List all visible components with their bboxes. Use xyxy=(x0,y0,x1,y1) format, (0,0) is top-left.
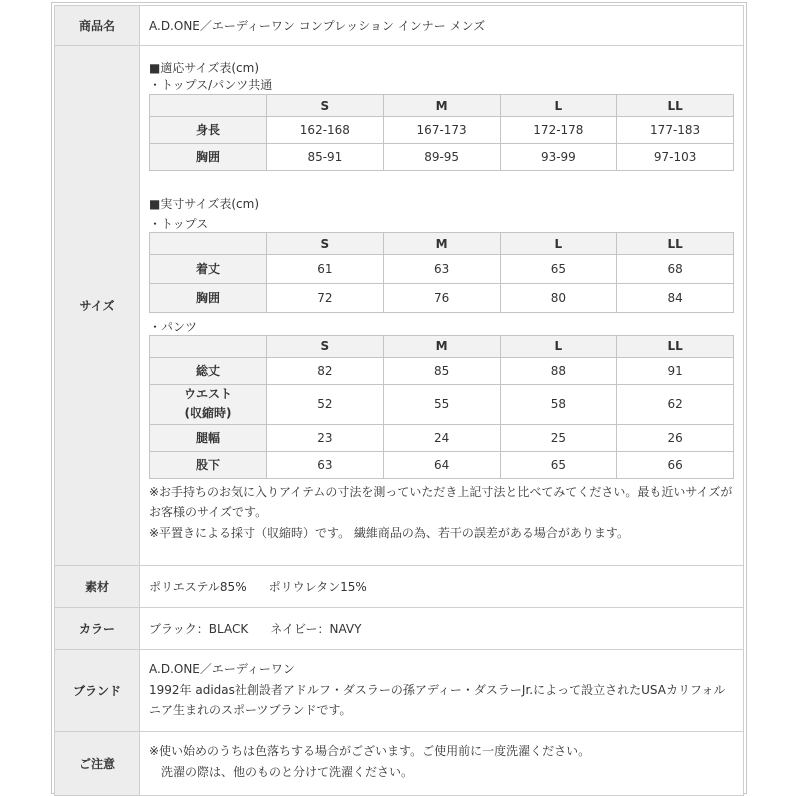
row-label-thigh: 腿幅 xyxy=(150,424,267,451)
size-col-ll: LL xyxy=(617,233,734,255)
size-col-ll: LL xyxy=(617,95,734,117)
table-row xyxy=(150,357,734,384)
table-cell: 84 xyxy=(617,284,734,313)
size-label: サイズ xyxy=(55,46,140,566)
table-cell: 162-168 xyxy=(267,117,384,144)
table-cell: 93-99 xyxy=(500,144,617,171)
table-cell: 82 xyxy=(267,357,384,384)
table-cell: 55 xyxy=(383,384,500,424)
color-navy: ネイビー：NAVY xyxy=(270,622,362,636)
table-row xyxy=(150,424,734,451)
table-cell: 52 xyxy=(267,384,384,424)
row-label-chest: 胸囲 xyxy=(150,144,267,171)
table-cell: 25 xyxy=(500,424,617,451)
fit-size-header-row xyxy=(150,95,734,117)
table-row xyxy=(150,284,734,313)
table-cell: 172-178 xyxy=(500,117,617,144)
size-col-m: M xyxy=(383,95,500,117)
table-cell: 76 xyxy=(383,284,500,313)
size-col-s: S xyxy=(267,95,384,117)
size-col-s: S xyxy=(267,335,384,357)
table-cell: 85-91 xyxy=(267,144,384,171)
size-col-ll: LL xyxy=(617,335,734,357)
table-row xyxy=(150,117,734,144)
table-cell: 26 xyxy=(617,424,734,451)
table-cell: 97-103 xyxy=(617,144,734,171)
tops-header-row xyxy=(150,233,734,255)
table-cell: 68 xyxy=(617,255,734,284)
table-cell: 62 xyxy=(617,384,734,424)
size-col-m: M xyxy=(383,233,500,255)
color-cell xyxy=(140,608,744,650)
table-cell: 58 xyxy=(500,384,617,424)
table-cell: 167-173 xyxy=(383,117,500,144)
row-label-inseam: 股下 xyxy=(150,451,267,478)
material-polyester: ポリエステル85% xyxy=(149,580,247,594)
row-caution xyxy=(55,732,744,796)
actual-size-title: ■実寸サイズ表(cm) xyxy=(149,197,260,211)
row-size xyxy=(55,46,744,566)
fit-size-subtitle: ・トップス/パンツ共通 xyxy=(149,77,273,92)
brand-name: A.D.ONE／エーディーワン xyxy=(149,662,295,676)
size-col-l: L xyxy=(500,233,617,255)
table-row xyxy=(150,384,734,424)
table-cell: 23 xyxy=(267,424,384,451)
material-cell xyxy=(140,566,744,608)
waist-label: ウエスト xyxy=(183,387,232,401)
table-cell: 72 xyxy=(267,284,384,313)
table-cell: 91 xyxy=(617,357,734,384)
table-cell: 65 xyxy=(500,255,617,284)
product-name-value: A.D.ONE／エーディーワン コンプレッション インナー メンズ xyxy=(149,19,486,33)
product-name-label: 商品名 xyxy=(55,6,140,46)
caution-color-fade: ※使い始めのうちは色落ちする場合がございます。ご使用前に一度洗濯ください。 xyxy=(149,744,591,758)
table-cell: 63 xyxy=(383,255,500,284)
size-col-l: L xyxy=(500,95,617,117)
size-note-compare: ※お手持ちのお気に入りアイテムの寸法を測っていただき上記寸法と比べてみてください。最も近いサイズがお客様のサイズです。 xyxy=(149,484,733,519)
size-note-measurement: ※平置きによる採寸（収縮時）です。 繊維商品の為、若干の誤差がある場合があります。 xyxy=(149,525,629,540)
row-brand xyxy=(55,650,744,732)
table-row xyxy=(150,451,734,478)
caution-label: ご注意 xyxy=(55,732,140,796)
material-polyurethane: ポリウレタン15% xyxy=(268,580,367,594)
row-material xyxy=(55,566,744,608)
fit-size-table xyxy=(149,94,734,171)
pants-subtitle: ・パンツ xyxy=(149,320,198,334)
tops-subtitle: ・トップス xyxy=(149,216,209,231)
color-black: ブラック：BLACK xyxy=(149,622,249,636)
table-cell: 63 xyxy=(267,451,384,478)
pants-header-row xyxy=(150,335,734,357)
table-row xyxy=(150,255,734,284)
row-label-length: 着丈 xyxy=(150,255,267,284)
table-cell: 85 xyxy=(383,357,500,384)
brand-cell xyxy=(140,650,744,732)
table-cell: 66 xyxy=(617,451,734,478)
size-col-m: M xyxy=(383,335,500,357)
table-cell: 88 xyxy=(500,357,617,384)
product-name-cell xyxy=(140,6,744,46)
caution-wash-separately: 洗濯の際は、他のものと分けて洗濯ください。 xyxy=(161,764,414,779)
brand-label: ブランド xyxy=(55,650,140,732)
row-label-height: 身長 xyxy=(150,117,267,144)
table-cell: 177-183 xyxy=(617,117,734,144)
brand-description: 1992年 adidas社創設者アドルフ・ダスラーの孫アディー・ダスラーJr.によって設立されたUSAカリフォルニア生まれのスポーツブランドです。 xyxy=(149,682,726,717)
table-cell: 61 xyxy=(267,255,384,284)
size-cell xyxy=(140,46,744,566)
row-label-chest: 胸囲 xyxy=(150,284,267,313)
row-label-total-length: 総丈 xyxy=(150,357,267,384)
row-label-waist xyxy=(150,384,267,424)
fit-size-title: ■適応サイズ表(cm) xyxy=(149,61,260,75)
table-cell: 64 xyxy=(383,451,500,478)
color-label: カラー xyxy=(55,608,140,650)
table-cell: 65 xyxy=(500,451,617,478)
material-label: 素材 xyxy=(55,566,140,608)
table-cell: 24 xyxy=(383,424,500,451)
waist-label-note: (収縮時) xyxy=(184,406,232,420)
size-col-s: S xyxy=(267,233,384,255)
table-row xyxy=(150,144,734,171)
row-product-name xyxy=(55,6,744,46)
pants-size-table xyxy=(149,335,734,479)
product-spec-table xyxy=(54,5,744,796)
row-color xyxy=(55,608,744,650)
table-cell: 89-95 xyxy=(383,144,500,171)
caution-cell xyxy=(140,732,744,796)
tops-size-table xyxy=(149,232,734,313)
size-col-l: L xyxy=(500,335,617,357)
table-cell: 80 xyxy=(500,284,617,313)
